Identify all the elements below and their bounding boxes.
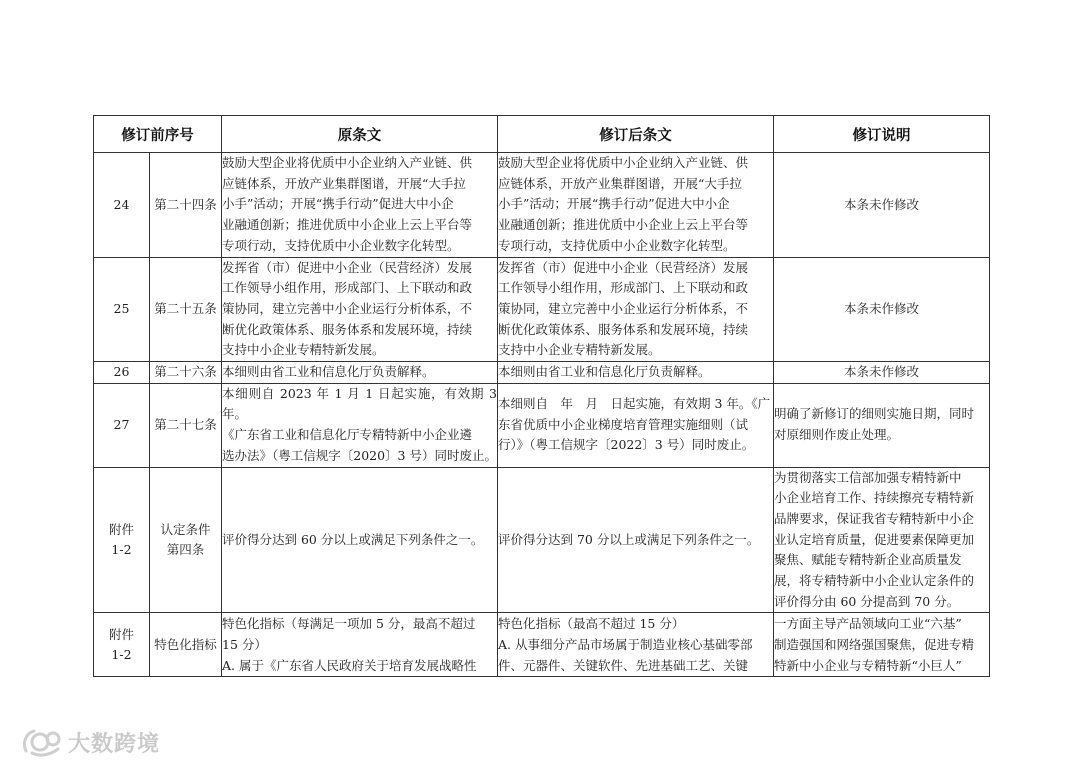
revision-note: 一方面主导产品领域向工业“六基” 制造强国和网络强国聚焦，促进专精 特新中小企业与专精特新“小巨人” xyxy=(774,613,990,677)
table-row xyxy=(94,613,990,677)
table-header-row xyxy=(94,116,990,153)
row-article: 第二十七条 xyxy=(150,383,222,467)
table-row xyxy=(94,362,990,384)
revision-note: 本条未作修改 xyxy=(774,362,990,384)
revision-note: 本条未作修改 xyxy=(774,153,990,258)
row-article: 认定条件 第四条 xyxy=(150,467,222,613)
revised-text: 特色化指标（最高不超过 15 分） A. 从事细分产品市场属于制造业核心基础零部 件、元器件、关键软件、先进基础工艺、关键 xyxy=(498,613,774,677)
table-row xyxy=(94,383,990,467)
table-row xyxy=(94,257,990,362)
revision-note: 明确了新修订的细则实施日期，同时 对原细则作废止处理。 xyxy=(774,383,990,467)
revised-text: 鼓励大型企业将优质中小企业纳入产业链、供 应链体系，开放产业集群图谱，开展“大手拉 小手”活动；开展“携手行动”促进大中小企 业融通创新；推进优质中小企业上云上平台等 专项行动，支持优质中小企业数字化转型。 xyxy=(498,153,774,258)
table-row xyxy=(94,467,990,613)
header-original: 原条文 xyxy=(222,116,498,153)
brand-logo-icon xyxy=(20,725,64,759)
row-number: 26 xyxy=(94,362,150,384)
revision-note: 为贯彻落实工信部加强专精特新中 小企业培育工作、持续擦亮专精特新 品牌要求，保证我省专精特新中小企 业认定培育质量，促进要素保障更加 聚焦、赋能专精特新企业高质量发 展，将专精特新中小企业认定条件的 评价得分由 60 分提高到 70 分。 xyxy=(774,467,990,613)
row-number: 27 xyxy=(94,383,150,467)
revision-note: 本条未作修改 xyxy=(774,257,990,362)
row-number: 25 xyxy=(94,257,150,362)
header-note: 修订说明 xyxy=(774,116,990,153)
table-row xyxy=(94,153,990,258)
revision-table xyxy=(93,115,990,677)
revised-text: 评价得分达到 70 分以上或满足下列条件之一。 xyxy=(498,467,774,613)
revised-text: 本细则由省工业和信息化厅负责解释。 xyxy=(498,362,774,384)
row-article: 第二十六条 xyxy=(150,362,222,384)
watermark-text: 大数跨境 xyxy=(68,731,161,757)
row-number: 24 xyxy=(94,153,150,258)
original-text: 本细则自 2023 年 1 月 1 日起实施，有效期 3 年。 《广东省工业和信息化厅专精特新中小企业遴 选办法》（粤工信规字〔2020〕3 号）同时废止。 xyxy=(222,383,498,467)
revised-text: 发挥省（市）促进中小企业（民营经济）发展 工作领导小组作用，形成部门、上下联动和政 策协同，建立完善中小企业运行分析体系，不 断优化政策体系、服务体系和发展环境，持续 支持中小企业专精特新发展。 xyxy=(498,257,774,362)
row-article: 第二十四条 xyxy=(150,153,222,258)
original-text: 发挥省（市）促进中小企业（民营经济）发展 工作领导小组作用，形成部门、上下联动和政 策协同，建立完善中小企业运行分析体系，不 断优化政策体系、服务体系和发展环境，持续 支持中小企业专精特新发展。 xyxy=(222,257,498,362)
revised-text: 本细则自 年 月 日起实施，有效期 3 年。《广 东省优质中小企业梯度培育管理实施细则（试 行）》（粤工信规字〔2022〕3 号）同时废止。 xyxy=(498,383,774,467)
original-text: 评价得分达到 60 分以上或满足下列条件之一。 xyxy=(222,467,498,613)
row-number: 附件 1-2 xyxy=(94,613,150,677)
original-text: 特色化指标（每满足一项加 5 分，最高不超过 15 分） A. 属于《广东省人民政府关于培育发展战略性 xyxy=(222,613,498,677)
header-seq: 修订前序号 xyxy=(94,116,222,153)
watermark xyxy=(20,725,160,759)
row-article: 第二十五条 xyxy=(150,257,222,362)
row-number: 附件 1-2 xyxy=(94,467,150,613)
original-text: 本细则由省工业和信息化厅负责解释。 xyxy=(222,362,498,384)
row-article: 特色化指标 xyxy=(150,613,222,677)
original-text: 鼓励大型企业将优质中小企业纳入产业链、供 应链体系，开放产业集群图谱，开展“大手拉 小手”活动；开展“携手行动”促进大中小企 业融通创新；推进优质中小企业上云上平台等 专项行动，支持优质中小企业数字化转型。 xyxy=(222,153,498,258)
header-revised: 修订后条文 xyxy=(498,116,774,153)
